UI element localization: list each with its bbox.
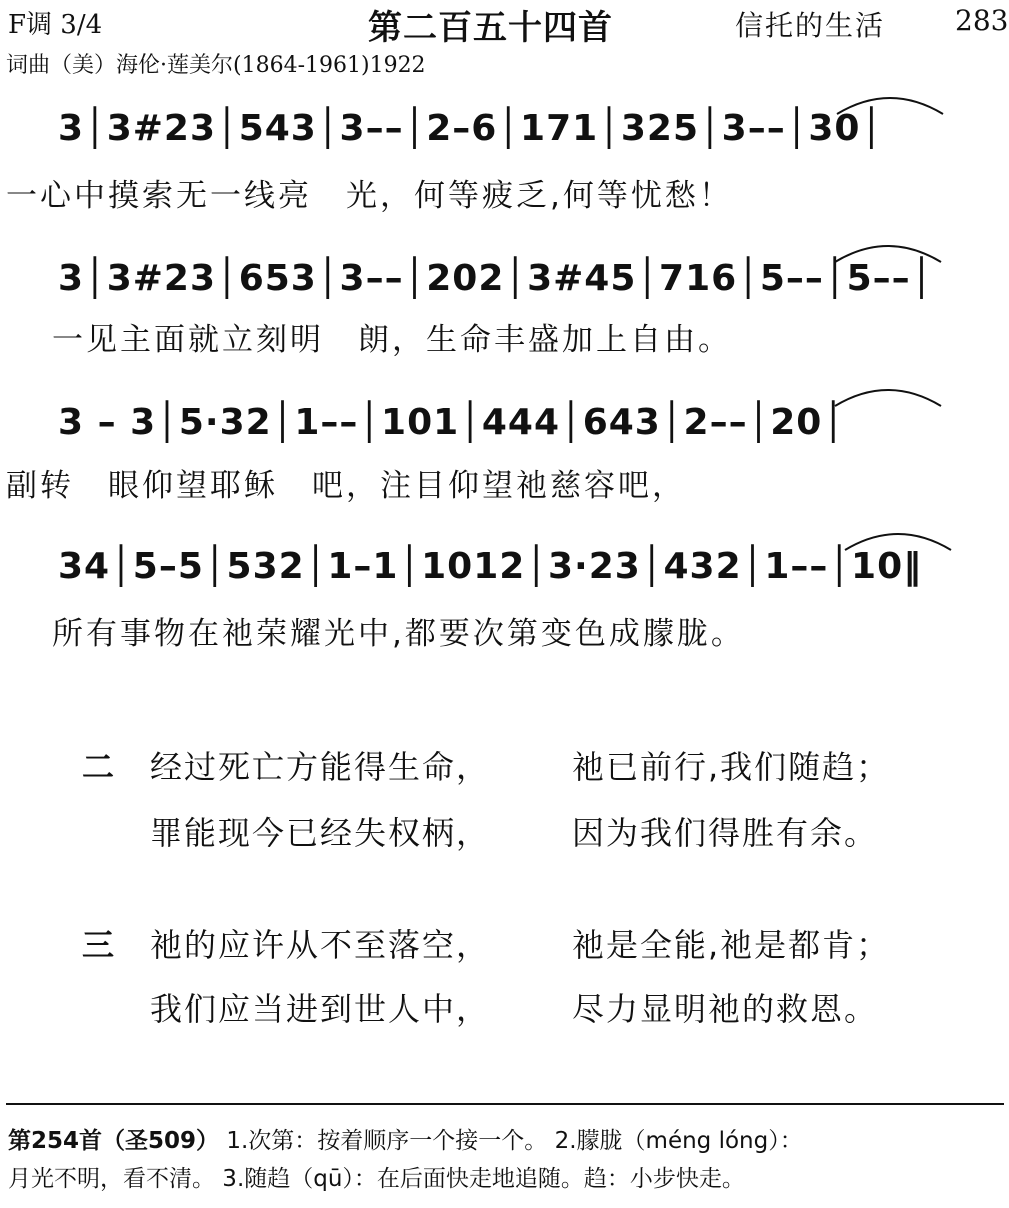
verse-2-line-2a: 罪能现今已经失权柄， xyxy=(150,814,491,852)
notation-line-1: 3│3#23│543│3––│2–6│171│325│3––│30│ xyxy=(58,108,884,149)
footnote-line-2: 月光不明，看不清。 3.随趋（qū）：在后面快走地追随。趋：小步快走。 xyxy=(8,1166,745,1192)
verse-number-3: 三 xyxy=(82,926,115,964)
credits: 词曲（美）海伦·莲美尔(1864-1961)1922 xyxy=(6,53,426,78)
verse-2-line-1a: 经过死亡方能得生命， xyxy=(150,748,491,786)
slur-4 xyxy=(843,524,953,554)
hymn-title: 第二百五十四首 xyxy=(368,8,613,48)
section-title: 信托的生活 xyxy=(735,9,886,42)
lyrics-line-3: 副转 眼仰望耶稣 吧，注目仰望祂慈容吧， xyxy=(6,468,686,504)
lyrics-line-4: 所有事物在祂荣耀光中,都要次第变色成朦胧。 xyxy=(52,616,745,652)
footnote-ref: 第254首（圣509） xyxy=(8,1128,220,1154)
verse-3-line-1a: 祂的应许从不至落空， xyxy=(150,926,491,964)
verse-3-line-2b: 尽力显明祂的救恩。 xyxy=(572,990,879,1028)
footnote-text-1: 1.次第：按着顺序一个接一个。 2.朦胧（méng lóng）： xyxy=(226,1128,803,1154)
page-number: 283 xyxy=(955,4,1009,37)
notation-line-2: 3│3#23│653│3––│202│3#45│716│5––│5––│ xyxy=(58,258,934,299)
verse-2-line-2b: 因为我们得胜有余。 xyxy=(572,814,879,852)
verse-3-line-2a: 我们应当进到世人中， xyxy=(150,990,491,1028)
lyrics-line-1: 一心中摸索无一线亮 光，何等疲乏,何等忧愁！ xyxy=(6,178,733,214)
verse-3-line-1b: 祂是全能,祂是都肯； xyxy=(572,926,891,964)
lyrics-line-2: 一见主面就立刻明 朗，生命丰盛加上自由。 xyxy=(52,322,732,358)
key-signature: F调 3/4 xyxy=(8,10,103,40)
slur-3 xyxy=(833,380,943,410)
slur-2 xyxy=(833,236,943,266)
verse-number-2: 二 xyxy=(82,748,115,786)
notation-line-4: 34│5–5│532│1–1│1012│3·23│432│1––│10‖ xyxy=(58,546,923,587)
footnote-line-1 xyxy=(8,1122,803,1155)
slur-1 xyxy=(835,88,945,118)
notation-line-3: 3 – 3│5·32│1––│101│444│643│2––│20│ xyxy=(58,402,846,443)
verse-2-line-1b: 祂已前行,我们随趋； xyxy=(572,748,891,786)
footnote-divider xyxy=(6,1103,1004,1105)
